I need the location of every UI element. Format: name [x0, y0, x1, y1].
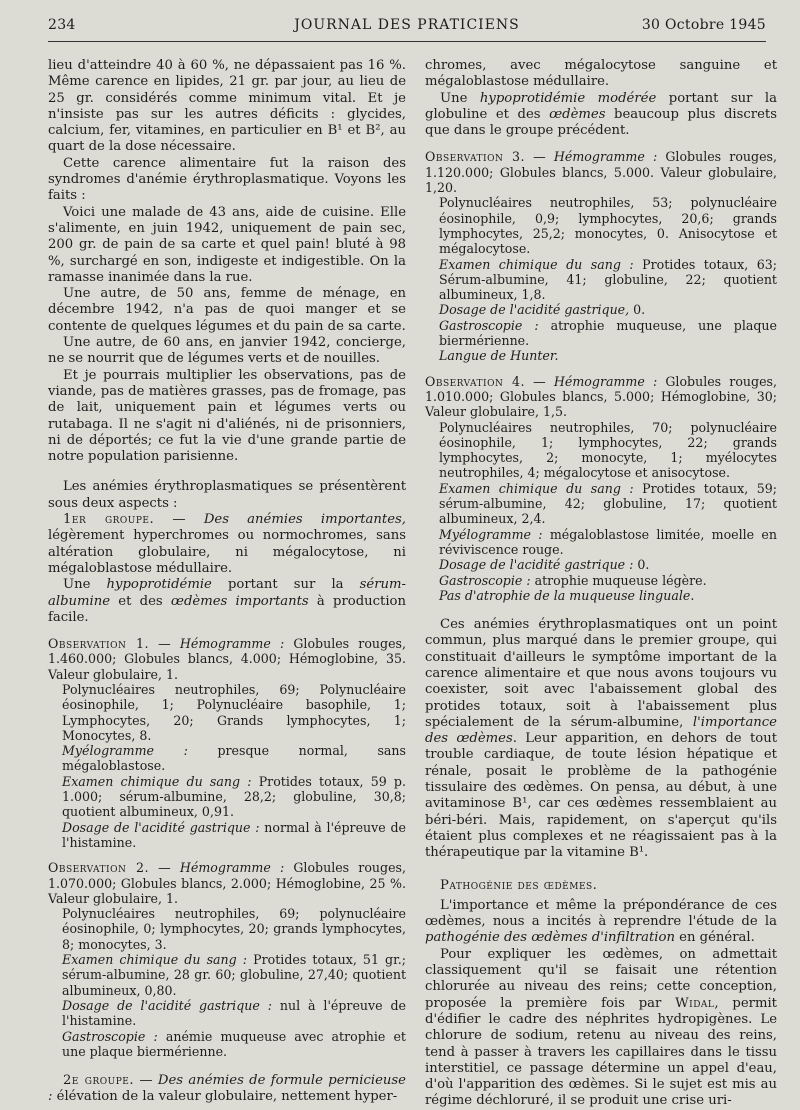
- left-column: [48, 58, 406, 1106]
- emphasis: hypoprotidémie: [106, 577, 212, 593]
- field-label: Gastroscopie :: [439, 317, 539, 333]
- group-label: 2e groupe.: [63, 1073, 135, 1089]
- text: Une: [440, 90, 480, 106]
- text: Polynucléaires neutrophiles, 69; Polynucléaire éosinophile, 1; Polynucléaire basophile, 1; Lymphocytes, 20; Grands lymphocytes, 1; Monocytes, 8.: [62, 681, 406, 743]
- right-column: [425, 58, 777, 1110]
- field-label: Gastroscopie :: [439, 572, 531, 588]
- emphasis: l'importance des œdèmes.: [425, 714, 777, 747]
- text: L'importance et même la prépondérance de ces œdèmes, nous a incités à reprendre l'étude de la: [425, 897, 777, 930]
- field-label: Dosage de l'acidité gastrique :: [439, 557, 634, 573]
- paragraph: Une autre, de 60 ans, en janvier 1942, concierge, ne se nourrit que de légumes verts et de nouilles.: [48, 335, 406, 367]
- group-2-paragraph: [48, 1073, 406, 1106]
- emphasis: hypoprotidémie modérée: [479, 90, 657, 106]
- observation-label: Observation 4.: [425, 373, 526, 389]
- paragraph: Cette carence alimentaire fut la raison des syndromes d'anémie érythroplasmatique. Voyons les faits :: [48, 155, 406, 204]
- text: portant sur la: [211, 577, 360, 593]
- field-value: Protides totaux, 59 p. 1.000; sérum-albumine, 28,2; globuline, 30,8; quotient albumineux, 0,91.: [62, 773, 406, 820]
- field-value: Protides totaux, 59; sérum-albumine, 42; globuline, 17; quotient albumineux, 2,4.: [439, 480, 777, 527]
- field-label: Dosage de l'acidité gastrique :: [62, 819, 260, 835]
- observation-title: — Hémogramme :: [525, 149, 658, 165]
- group-label: 1er groupe.: [63, 512, 155, 528]
- journal-title: JOURNAL DES PRATICIENS: [294, 17, 520, 33]
- section-heading: Pathogénie des œdèmes.: [440, 877, 598, 893]
- observation-1: [48, 636, 406, 850]
- page-header: [48, 17, 766, 41]
- observation-4: [425, 374, 777, 603]
- text: portant sur la globuline et des: [425, 90, 777, 122]
- paragraph: [425, 898, 777, 947]
- issue-date: 30 Octobre 1945: [641, 17, 766, 33]
- field-label: Examen chimique du sang :: [62, 773, 252, 789]
- group-text: légèrement hyperchromes ou normochromes, sans altération globulaire, ni mégalocytose, ni mégaloblastose médullaire.: [48, 528, 406, 576]
- field-value: Protides totaux, 63; Sérum-albumine, 41; globuline, 22; quotient albumineux, 1,8.: [439, 256, 777, 303]
- field-label: Myélogramme :: [439, 526, 543, 542]
- observation-3: [425, 149, 777, 363]
- emphasis: œdèmes importants: [170, 593, 309, 609]
- text: Pour expliquer les œdèmes, on admettait classiquement qu'il se faisait une rétention chlorurée au niveau des reins; cette conception, proposée la première fois par: [425, 946, 777, 1011]
- field-label: Myélogramme :: [62, 743, 188, 759]
- field-value: nul à l'épreuve de l'histamine.: [62, 997, 406, 1029]
- paragraph: [425, 91, 777, 140]
- text: Polynucléaires neutrophiles, 70; polynucléaire éosinophile, 1; lymphocytes, 22; grands lymphocytes, 2; monocyte, 1; myélocytes neutrophiles, 4; mégalocytose et anisocytose.: [439, 419, 777, 481]
- field-value: 0.: [633, 557, 650, 573]
- author-name: Widal: [675, 995, 715, 1011]
- text: à production facile.: [48, 593, 406, 625]
- paragraph: Voici une malade de 43 ans, aide de cuisine. Elle s'alimente, en juin 1942, uniquement de pain sec, 200 gr. de pain de sa carte et quel pain! bluté à 98 %, surchargé en son, indigeste et indigestible. On la ramasse inanimée dans la rue.: [48, 204, 406, 285]
- text: Pas d'atrophie de la muqueuse linguale.: [439, 587, 695, 603]
- paragraph: Et je pourrais multiplier les observations, pas de viande, pas de matières grasses, pas de fromage, pas de lait, uniquement pain et légumes verts ou rutabaga. Il ne s'agit ni d'aliénés, ni de prisonniers, ni de déportés; ce fut la vie d'une grande partie de notre population parisienne.: [48, 367, 406, 465]
- page-number: 234: [48, 17, 76, 33]
- group-title: — Des anémies importantes,: [172, 512, 406, 528]
- text: Globules rouges, 1.010.000; Globules blancs, 5.000; Hémoglobine, 30; Valeur globulaire, 1,5.: [425, 373, 777, 420]
- paragraph: Les anémies érythroplasmatiques se présentèrent sous deux aspects :: [48, 479, 406, 511]
- field-value: presque normal, sans mégaloblastose.: [62, 743, 406, 774]
- text: Langue de Hunter.: [439, 348, 559, 364]
- group-1-paragraph: [48, 512, 406, 577]
- text: Ces anémies érythroplasmatiques ont un point commun, plus marqué dans le premier groupe, qui constituait d'ailleurs le symptôme important de la carence alimentaire et que nous avons toujours vu coexister, soit avec l'abaissement global des protides totaux, soit à l'abaissement plus spécialement de la sérum-albumine,: [425, 617, 777, 730]
- paragraph: lieu d'atteindre 40 à 60 %, ne dépassaient pas 16 %. Même carence en lipides, 21 gr. par jour, au lieu de 25 gr. considérés comme minimum vital. Et je n'insiste pas sur les autres déficits : glycides, calcium, fer, vitamines, en particulier en B¹ et B², au quart de la dose nécessaire.: [48, 58, 406, 155]
- field-value: normal à l'épreuve de l'histamine.: [62, 819, 406, 850]
- field-value: Protides totaux, 51 gr.; sérum-albumine, 28 gr. 60; globuline, 27,40; quotient albumineux, 0,80.: [62, 952, 406, 998]
- text: Une: [63, 577, 107, 593]
- text: Leur apparition, en dehors de tout trouble cardiaque, de toute lésion hépatique et rénale, posait le problème de la pathogénie tissulaire des œdèmes. On pensa, au début, à une avitaminose B¹, car ces œdèmes ressemblaient au béri-béri. Mais, rapidement, on s'aperçut qu'ils étaient plus complexes et ne réagissaient pas à la thérapeutique par la vitamine B¹.: [425, 731, 777, 861]
- field-label: Examen chimique du sang :: [439, 256, 634, 272]
- field-value: atrophie muqueuse, une plaque biermérienne.: [439, 317, 777, 349]
- observation-title: — Hémogramme :: [525, 373, 658, 389]
- paragraph: [425, 947, 777, 1110]
- observation-label: Observation 3.: [425, 149, 526, 165]
- header-rule: [48, 41, 766, 42]
- observation-label: Observation 1.: [48, 636, 150, 652]
- field-label: Dosage de l'acidité gastrique :: [62, 997, 272, 1013]
- paragraph: chromes, avec mégalocytose sanguine et mégaloblastose médullaire.: [425, 58, 777, 90]
- emphasis: sérum-albumine: [48, 577, 406, 609]
- text: Globules rouges, 1.460.000; Globules blancs, 4.000; Hémoglobine, 35. Valeur globulaire, 1.: [48, 636, 406, 682]
- paragraph: [425, 617, 777, 861]
- observation-title: — Hémogramme :: [149, 636, 285, 652]
- text: Polynucléaires neutrophiles, 53; polynucléaire éosinophile, 0,9; lymphocytes, 20,6; grands lymphocytes, 25,2; monocytes, 0. Anisocytose et mégalocytose.: [439, 195, 777, 257]
- text: , permit d'édifier le cadre des néphrites hydropigènes. Le chlorure de sodium, retenu au niveau des reins, tend à passer à travers les capillaires dans le tissu interstitiel, ce passage détermine un appel d'eau, d'où l'apparition des œdèmes. Si le sujet est mis au régime déchloruré, il se produit une crise uri-: [425, 995, 777, 1109]
- group-title: — Des anémies de formule pernicieuse :: [48, 1073, 406, 1105]
- field-value: mégaloblastose limitée, moelle en réviviscence rouge.: [439, 526, 777, 557]
- field-label: Examen chimique du sang :: [62, 952, 248, 968]
- observation-title: — Hémogramme :: [149, 860, 285, 876]
- field-value: anémie muqueuse avec atrophie et une plaque biermérienne.: [62, 1028, 406, 1059]
- text: en général.: [674, 930, 755, 946]
- field-label: Gastroscopie :: [62, 1028, 158, 1044]
- text: beaucoup plus discrets que dans le groupe précédent.: [425, 106, 777, 139]
- text: Polynucléaires neutrophiles, 69; polynucléaire éosinophile, 0; lymphocytes, 20; grands lymphocytes, 8; monocytes, 3.: [62, 906, 406, 952]
- emphasis: pathogénie des œdèmes d'infiltration: [425, 930, 675, 946]
- observation-label: Observation 2.: [48, 860, 150, 876]
- text: et des: [110, 593, 171, 609]
- field-label: Dosage de l'acidité gastrique,: [439, 302, 630, 318]
- field-value: 0.: [629, 302, 646, 318]
- text: Globules rouges, 1.070.000; Globules blancs, 2.000; Hémoglobine, 25 %. Valeur globulaire, 1.: [48, 860, 406, 906]
- emphasis: œdèmes: [549, 106, 606, 122]
- group-text: élévation de la valeur globulaire, nettement hyper-: [52, 1089, 398, 1105]
- paragraph: Une autre, de 50 ans, femme de ménage, en décembre 1942, n'a pas de quoi manger et se contente de quelques légumes et du pain de sa carte.: [48, 286, 406, 334]
- field-label: Examen chimique du sang :: [439, 480, 634, 496]
- paragraph: [48, 577, 406, 626]
- field-value: atrophie muqueuse légère.: [530, 572, 707, 588]
- text: Globules rouges, 1.120.000; Globules blancs, 5.000. Valeur globulaire, 1,20.: [425, 149, 777, 196]
- observation-2: [48, 860, 406, 1059]
